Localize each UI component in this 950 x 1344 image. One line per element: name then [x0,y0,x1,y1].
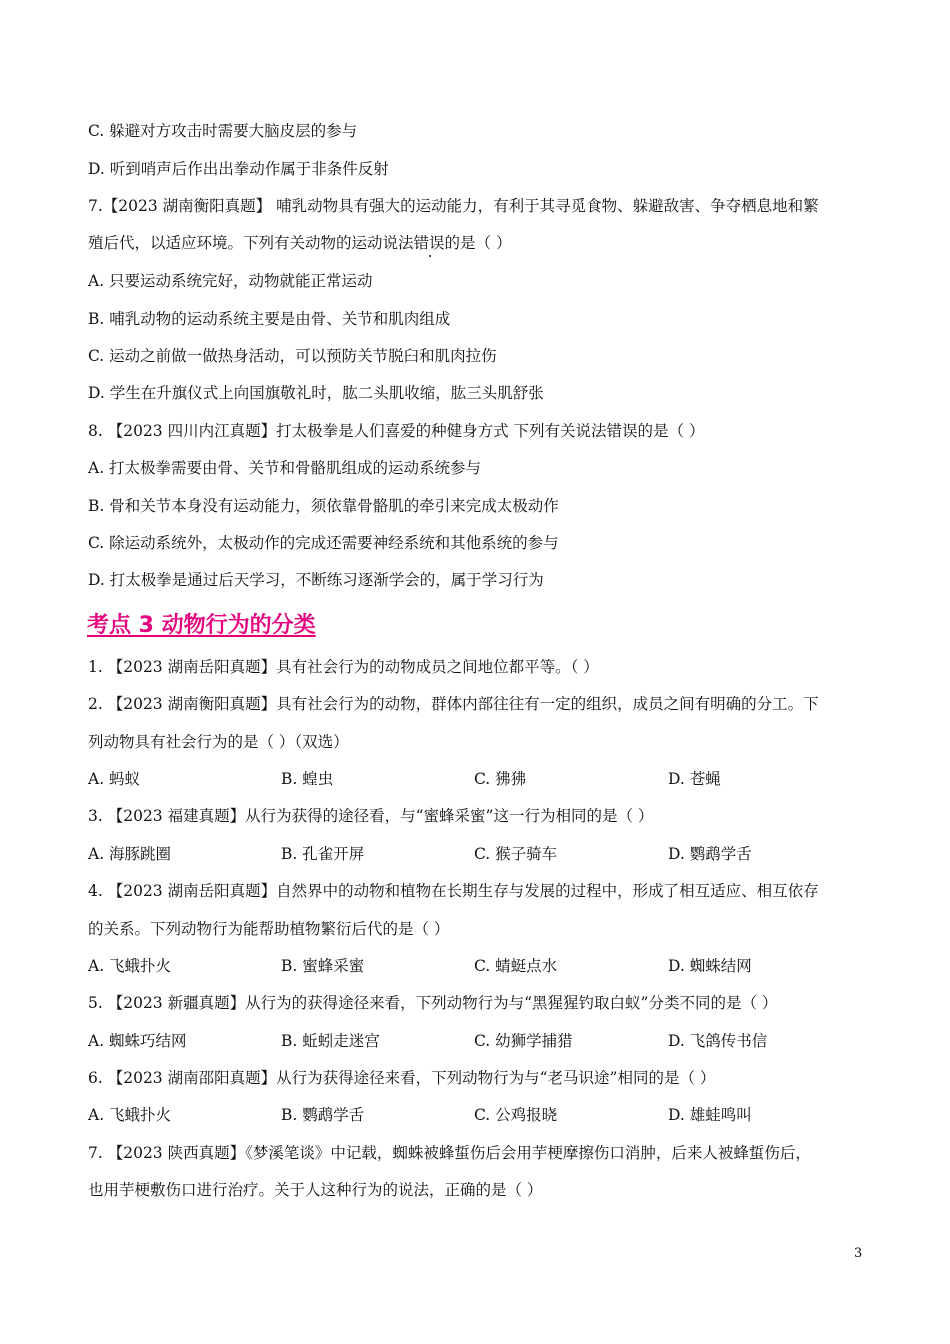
option-c: C. 运动之前做一做热身活动，可以预防关节脱臼和肌肉拉伤 [88,347,497,365]
question-2-line-1: 2. 【2023 湖南衡阳真题】具有社会行为的动物，群体内部往往有一定的组织，成员之间有明确的分工。下 [88,695,819,713]
option-b: B. 孔雀开屏 [281,845,365,863]
option-b: B. 骨和关节本身没有运动能力，须依靠骨骼肌的牵引来完成太极动作 [88,497,559,515]
option-b: B. 鹦鹉学舌 [281,1106,365,1124]
option-d: D. 鹦鹉学舌 [668,845,752,863]
option-b: B. 哺乳动物的运动系统主要是由骨、关节和肌肉组成 [88,310,451,328]
option-a: A. 蜘蛛巧结网 [88,1032,187,1050]
question-1: 1. 【2023 湖南岳阳真题】具有社会行为的动物成员之间地位都平等。（ ） [88,658,599,676]
text-segment: 的是（ ） [444,234,512,252]
option-d: D. 蜘蛛结网 [668,957,752,975]
question-7-line-2: 也用芋梗敷伤口进行治疗。关于人这种行为的说法，正确的是（ ） [88,1181,543,1199]
text-segment: 殖后代，以适应环境。下列有关动物的运动说法 [88,234,414,252]
option-a: A. 飞蛾扑火 [88,1106,172,1124]
option-c: C. 除运动系统外，太极动作的完成还需要神经系统和其他系统的参与 [88,534,559,552]
option-c: C. 蜻蜓点水 [474,957,558,975]
option-d: D. 苍蝇 [668,770,721,788]
line-1: C. 躲避对方攻击时需要大脑皮层的参与 [88,122,358,140]
question-4-line-2: 的关系。下列动物行为能帮助植物繁衍后代的是（ ） [88,920,450,938]
option-d: D. 打太极拳是通过后天学习，不断练习逐渐学会的，属于学习行为 [88,571,544,589]
option-b: B. 蜜蜂采蜜 [281,957,365,975]
option-c: C. 幼狮学捕猎 [474,1032,573,1050]
option-d: D. 雄蛙鸣叫 [668,1106,752,1124]
option-a: A. 飞蛾扑火 [88,957,172,975]
question-7-line-2 [88,233,511,253]
question-6: 6. 【2023 湖南邵阳真题】从行为获得途径来看，下列动物行为与“老马识途”相同的是（ ） [88,1069,716,1087]
page-number: 3 [854,1246,863,1261]
option-c: C. 猴子骑车 [474,845,558,863]
emphasis-dotted: 错误 [413,234,445,252]
option-d: D. 学生在升旗仪式上向国旗敬礼时，肱二头肌收缩，肱三头肌舒张 [88,384,544,402]
option-d: D. 飞鸽传书信 [668,1032,768,1050]
section-heading: 考点 3 动物行为的分类 [87,613,316,638]
question-3: 3. 【2023 福建真题】从行为获得的途径看，与“蜜蜂采蜜”这一行为相同的是（ ） [88,807,654,825]
question-5: 5. 【2023 新疆真题】从行为的获得途径来看，下列动物行为与“黑猩猩钓取白蚁”分类不同的是（ ） [88,994,778,1012]
option-b: B. 蝗虫 [281,770,334,788]
option-a: A. 蚂蚁 [88,770,141,788]
line-2: D. 听到哨声后作出出拳动作属于非条件反射 [88,160,389,178]
question-7-line-1: 7.【2023 湖南衡阳真题】 哺乳动物具有强大的运动能力，有利于其寻觅食物、躲避敌害、争夺栖息地和繁 [88,197,819,215]
question-8: 8. 【2023 四川内江真题】打太极拳是人们喜爱的种健身方式 下列有关说法错误的是（ ） [88,422,705,440]
option-a: A. 只要运动系统完好，动物就能正常运动 [88,272,373,290]
question-2-line-2: 列动物具有社会行为的是（ ）（双选） [88,733,349,751]
option-a: A. 海豚跳圈 [88,845,172,863]
question-7-line-1: 7. 【2023 陕西真题】《梦溪笔谈》中记载，蜘蛛被蜂蜇伤后会用芋梗摩擦伤口消肿，后来人被蜂蜇伤后， [88,1144,811,1162]
option-c: C. 公鸡报晓 [474,1106,558,1124]
option-c: C. 狒狒 [474,770,527,788]
question-4-line-1: 4. 【2023 湖南岳阳真题】自然界中的动物和植物在长期生存与发展的过程中，形成了相互适应、相互依存 [88,882,819,900]
option-b: B. 蚯蚓走迷宫 [281,1032,380,1050]
option-a: A. 打太极拳需要由骨、关节和骨骼肌组成的运动系统参与 [88,459,482,477]
